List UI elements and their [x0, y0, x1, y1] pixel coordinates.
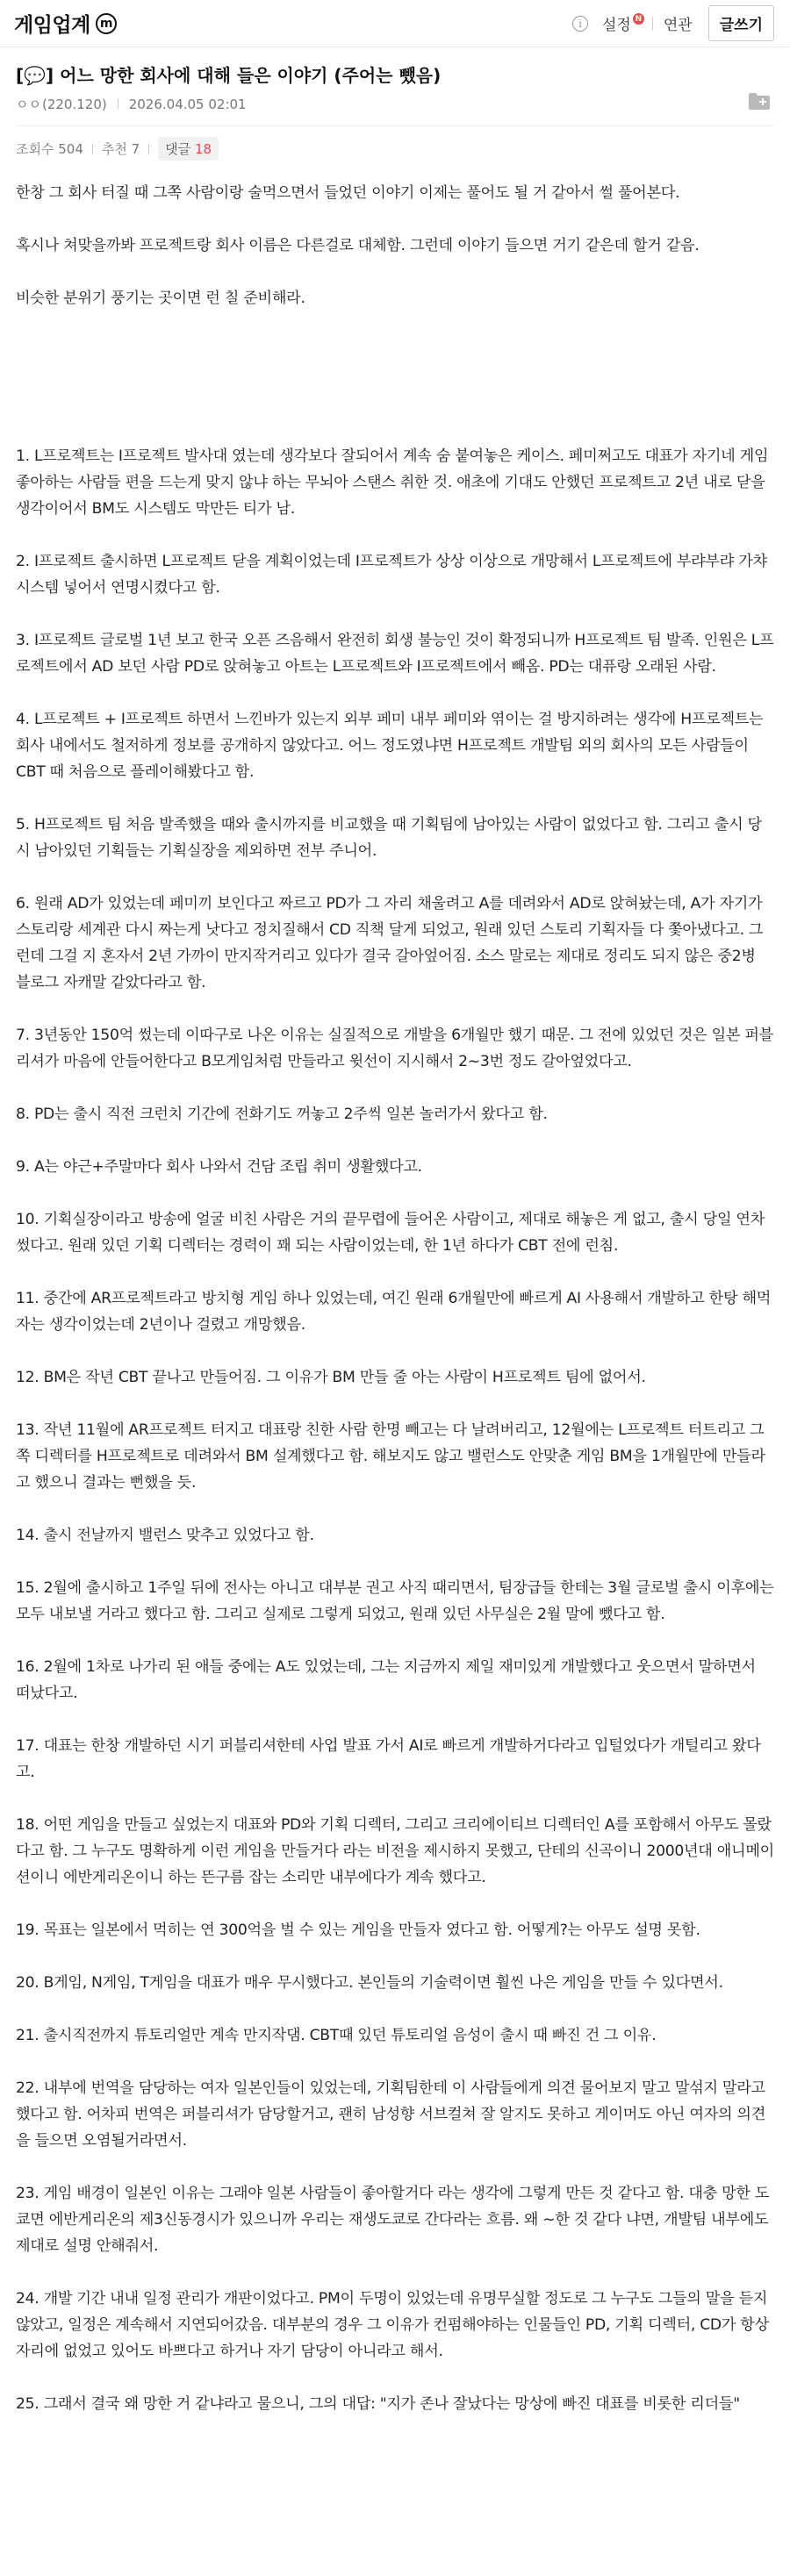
body-paragraph: 24. 개발 기간 내내 일정 관리가 개판이었다고. PM이 두명이 있었는데 유명무실할 정도로 그 누구도 그들의 말을 듣지 않았고, 일정은 계속해서 지연되어갔음. 대부분의 경우 그 이유가 컨펌해야하는 인물들인 PD, 기획 디렉터, CD가 항상 자리에 없었고 있어도 바쁘다고 하거나 자기 담당이 아니라고 해서. — [16, 2290, 774, 2360]
comment-count: 18 — [194, 141, 212, 157]
post-meta — [16, 95, 774, 113]
body-paragraph: 8. PD는 출시 직전 크런치 기간에 전화기도 꺼놓고 2주씩 일본 놀러가서 왔다고 함. — [16, 1106, 548, 1123]
body-paragraph: 10. 기획실장이라고 방송에 얼굴 비친 사람은 거의 끝무렵에 들어온 사람이고, 제대로 해놓은 게 없고, 출시 당일 연차썼다고. 원래 있던 기획 디렉터는 경력이 꽤 되는 사람이었는데, 한 1년 하다가 CBT 전에 런침. — [16, 1211, 765, 1255]
settings-link[interactable]: 설정 — [602, 17, 631, 34]
body-paragraph: 20. B게임, N게임, T게임을 대표가 매우 무시했다고. 본인들의 기술력이면 훨씬 나은 게임을 만들 수 있다면서. — [16, 1974, 723, 1992]
divider — [92, 144, 93, 154]
comment-count-button[interactable] — [158, 137, 219, 161]
body-paragraph: 15. 2월에 출시하고 1주일 뒤에 전사는 아니고 대부분 권고 사직 때리면서, 팀장급들 한테는 3월 글로벌 출시 이후에는 모두 내보낼 거라고 했다고 함. 그리고 실제로 그렇게 되었고, 원래 있던 사무실은 2월 말에 뺐다고 함. — [16, 1579, 779, 1623]
body-paragraph: 1. L프로젝트는 I프로젝트 발사대 였는데 생각보다 잘되어서 계속 숨 붙여놓은 케이스. 페미쩌고도 대표가 자기네 게임 좋아하는 사람들 편을 드는게 맞지 않냐 하는 무뇌아 스탠스 취한 것. 애초에 기대도 안했던 프로젝트고 2년 내로 닫을 생각이어서 BM도 시스템도 막만든 티가 남. — [16, 447, 773, 518]
body-paragraph: 한창 그 회사 터질 때 그쪽 사람이랑 술먹으면서 들었던 이야기 이제는 풀어도 될 거 같아서 썰 풀어본다. — [16, 184, 680, 202]
top-bar — [0, 0, 790, 47]
body-paragraph: 22. 내부에 번역을 담당하는 여자 일본인들이 있었는데, 기획팀한테 이 사람들에게 의견 물어보지 말고 말섞지 말라고 했다고 함. 어차피 번역은 퍼블리셔가 담당할거고, 괜히 남성향 서브컬쳐 잘 알지도 못하고 게이머도 아닌 여자의 의견을 들으면 오염될거라면서. — [16, 2079, 771, 2150]
post-datetime: 2026.04.05 02:01 — [128, 96, 247, 112]
comment-label: 댓글 — [165, 141, 191, 157]
body-paragraph: 3. I프로젝트 글로벌 1년 보고 한국 오픈 즈음해서 완전히 회생 불능인 것이 확정되니까 H프로젝트 팀 발족. 인원은 L프로젝트에서 AD 보던 사람 PD로 앉혀놓고 아트는 L프로젝트와 I프로젝트에서 빼옴. PD는 대퓨랑 오래된 사람. — [16, 632, 774, 676]
body-paragraph: 13. 작년 11월에 AR프로젝트 터지고 대표랑 친한 사람 한명 빼고는 다 날려버리고, 12월에는 L프로젝트 터트리고 그쪽 디렉터를 H프로젝트로 데려와서 BM 설계했다고 함. 해보지도 않고 밸런스도 안맞춘 게임 BM을 1개월만에 만들라고 했으니 결과는 뻔했을 듯. — [16, 1421, 765, 1492]
body-paragraph: 18. 어떤 게임을 만들고 싶었는지 대표와 PD와 기획 디렉터, 그리고 크리에이티브 디렉터인 A를 포함해서 아무도 몰랐다고 함. 그 누구도 명확하게 이런 게임을 만들거다 라는 비전을 제시하지 못했고, 단테의 신곡이니 2000년대 애니메이션이니 에반게리온이니 하는 뜬구름 잡는 소리만 내부에다가 계속 했다고. — [16, 1816, 774, 1886]
minor-gallery-badge: m — [96, 13, 117, 34]
info-icon[interactable]: i — [572, 16, 588, 32]
divider — [652, 17, 653, 31]
post-header — [0, 47, 790, 113]
body-paragraph: 11. 중간에 AR프로젝트라고 방치형 게임 하나 있었는데, 여긴 원래 6개월만에 빠르게 AI 사용해서 개발하고 한탕 해먹자는 생각이었는데 2년이나 걸렸고 개망했음. — [16, 1290, 772, 1334]
body-paragraph: 4. L프로젝트 + I프로젝트 하면서 느낀바가 있는지 외부 페미 내부 페미와 엮이는 걸 방지하려는 생각에 H프로젝트는 회사 내에서도 철저하게 정보를 공개하지 않았다고. 어느 정도였냐면 H프로젝트 개발팀 외의 회사의 모든 사람들이 CBT 때 처음으로 플레이해봤다고 함. — [16, 711, 768, 781]
body-paragraph: 9. A는 야근+주말마다 회사 나와서 건담 조립 취미 생활했다고. — [16, 1158, 422, 1176]
gallery-title[interactable] — [14, 9, 117, 38]
body-paragraph: 6. 원래 AD가 있었는데 페미끼 보인다고 짜르고 PD가 그 자리 채울려고 A를 데려와서 AD로 앉혀놨는데, A가 자기가 스토리랑 세계관 다시 짜는게 낫다고 정치질해서 CD 직책 달게 되었고, 원래 있던 스토리 기획자들 다 쫓아냈다고. 그런데 그걸 지 혼자서 2년 가까이 만지작거리고 있다가 결국 갈아엎어짐. 소스 말로는 제대로 정리도 되지 않은 중2병 블로그 자캐말 같았다라고 함. — [16, 895, 767, 991]
post-ip: (220.120) — [41, 96, 107, 112]
body-paragraph: 21. 출시직전까지 튜토리얼만 계속 만지작댐. CBT때 있던 튜토리얼 음성이 출시 때 빠진 건 그 이유. — [16, 2027, 657, 2044]
body-paragraph: 2. I프로젝트 출시하면 L프로젝트 닫을 계획이었는데 I프로젝트가 상상 이상으로 개망해서 L프로젝트에 부랴부랴 가챠 시스템 넣어서 연명시켰다고 함. — [16, 553, 772, 597]
body-paragraph: 비슷한 분위기 풍기는 곳이면 런 칠 준비해라. — [16, 290, 305, 307]
body-paragraph: 16. 2월에 1차로 나가리 된 애들 중에는 A도 있었는데, 그는 지금까지 제일 재미있게 개발했다고 웃으면서 말하면서 떠났다고. — [16, 1658, 760, 1702]
divider — [148, 144, 149, 154]
body-paragraph: 19. 목표는 일본에서 먹히는 연 300억을 벌 수 있는 게임을 만들자 였다고 함. 어떻게?는 아무도 설명 못함. — [16, 1921, 700, 1939]
related-link[interactable]: 연관 — [663, 17, 693, 34]
post-title: [💬] 어느 망한 회사에 대해 들은 이야기 (주어는 뺐음) — [16, 65, 442, 86]
top-actions — [572, 5, 774, 41]
body-paragraph: 25. 그래서 결국 왜 망한 거 같냐라고 물으니, 그의 대답: "지가 존나 잘났다는 망상에 빠진 대표를 비롯한 리더들" — [16, 2395, 740, 2413]
body-paragraph: 12. BM은 작년 CBT 끝나고 만들어짐. 그 이유가 BM 만들 줄 아는 사람이 H프로젝트 팀에 없어서. — [16, 1369, 646, 1386]
view-count: 조회수 504 — [16, 141, 83, 157]
write-button[interactable]: 글쓰기 — [708, 5, 774, 41]
gallery-name[interactable]: 게임업계 — [14, 14, 90, 37]
body-paragraph: 17. 대표는 한창 개발하던 시기 퍼블리셔한테 사업 발표 가서 AI로 빠르게 개발하거다라고 입털었다가 개털리고 왔다고. — [16, 1737, 761, 1781]
body-paragraph: 5. H프로젝트 팀 처음 발족했을 때와 출시까지를 비교했을 때 기획팀에 남아있는 사람이 없었다고 함. 그리고 출시 당시 남아있던 기획들는 기획실장을 제외하면 전부 주니어. — [16, 816, 762, 860]
body-paragraph: 23. 게임 배경이 일본인 이유는 그래야 일본 사람들이 좋아할거다 라는 생각에 그렇게 만든 것 같다고 함. 대충 망한 도쿄면 에반게리온의 제3신동경시가 있으니까 우리는 재생도쿄로 간다라는 흐름. 왜 ~한 것 같다 냐면, 개발팀 내부에도 제대로 설명 안해줘서. — [16, 2185, 773, 2255]
post-stats — [0, 126, 790, 161]
post-body — [0, 161, 790, 2417]
body-paragraph: 혹시나 쳐맞을까봐 프로젝트랑 회사 이름은 다른걸로 대체함. 그런데 이야기 들으면 거기 같은데 할거 같음. — [16, 237, 700, 254]
recommend-count: 추천 7 — [101, 141, 140, 157]
folder-add-icon[interactable] — [748, 91, 771, 111]
body-paragraph: 7. 3년동안 150억 썼는데 이따구로 나온 이유는 실질적으로 개발을 6개월만 했기 때문. 그 전에 있었던 것은 일본 퍼블리셔가 마음에 안들어한다고 B모게임처럼 만들라고 윗선이 지시해서 2~3번 정도 갈아엎었다고. — [16, 1027, 773, 1070]
body-paragraph: 14. 출시 전날까지 밸런스 맞추고 있었다고 함. — [16, 1527, 314, 1544]
post-author[interactable]: ㅇㅇ — [16, 97, 41, 112]
new-badge: N — [633, 13, 644, 25]
